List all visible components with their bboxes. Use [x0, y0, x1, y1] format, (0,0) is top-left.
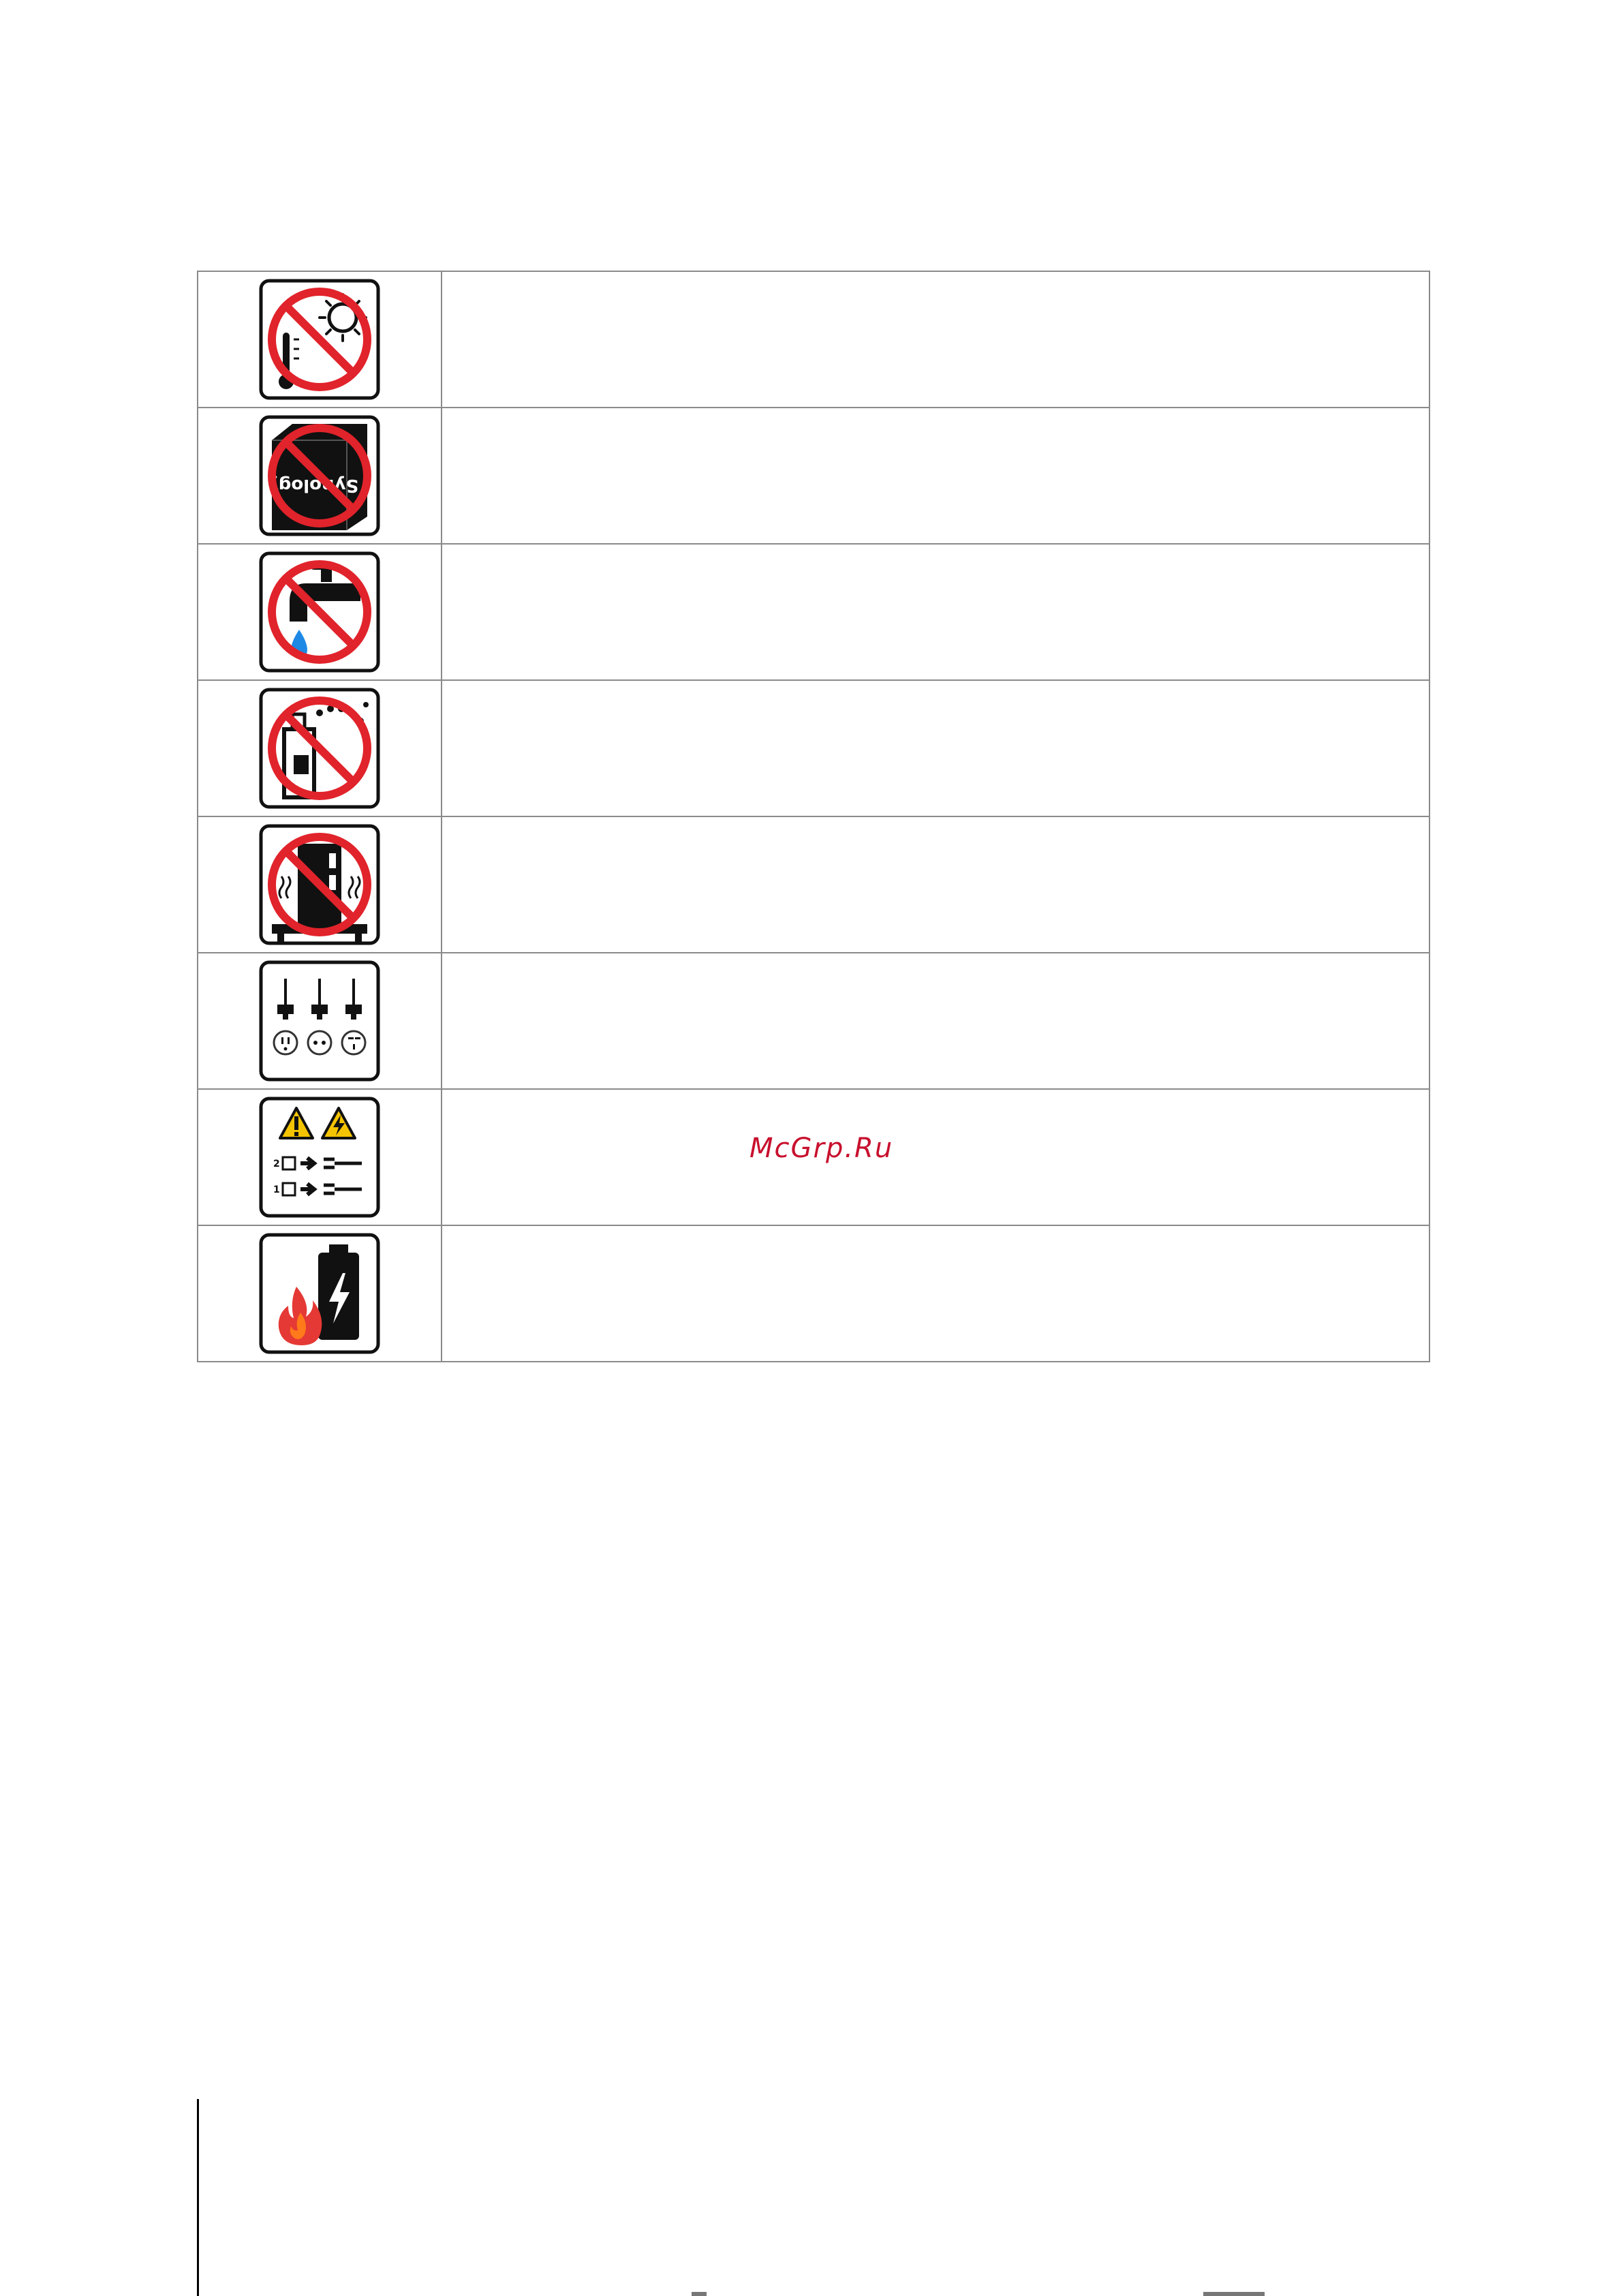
grounded-power-outlet-icon: [258, 960, 381, 1082]
row-text: [442, 408, 1429, 544]
no-sunlight-heat-icon: [258, 278, 381, 401]
watermark-text: McGrp.Ru: [749, 1133, 894, 1164]
bottom-edge-mark: [692, 2292, 707, 2296]
battery-fire-hazard-icon: [258, 1232, 381, 1355]
row-text: [442, 1225, 1429, 1362]
table-row: [198, 816, 1429, 953]
margin-rule: [197, 2099, 199, 2296]
row-text: [442, 1089, 1429, 1225]
row-text: [442, 271, 1429, 408]
row-text: [442, 816, 1429, 953]
row-text: [442, 953, 1429, 1089]
no-heat-source-on-surface-icon: [258, 823, 381, 946]
table-row: [198, 953, 1429, 1089]
table-row: [198, 544, 1429, 680]
table-row: [198, 1225, 1429, 1362]
cord-label-2: 2: [273, 1159, 280, 1169]
no-water-liquid-icon: [258, 551, 381, 673]
bottom-edge-mark: [1203, 2292, 1265, 2296]
table-row: [198, 680, 1429, 816]
row-text: [442, 544, 1429, 680]
disconnect-all-power-cords-warning-icon: [258, 1096, 381, 1219]
table-row: [198, 408, 1429, 544]
device-logo-text: Synology: [266, 475, 359, 495]
no-stacking-on-device-icon: [258, 414, 381, 537]
no-dust-particles-icon: [258, 687, 381, 810]
table-row: [198, 271, 1429, 408]
safety-instructions-table: [197, 271, 1430, 1362]
cord-label-1: 1: [273, 1184, 280, 1195]
row-text: [442, 680, 1429, 816]
